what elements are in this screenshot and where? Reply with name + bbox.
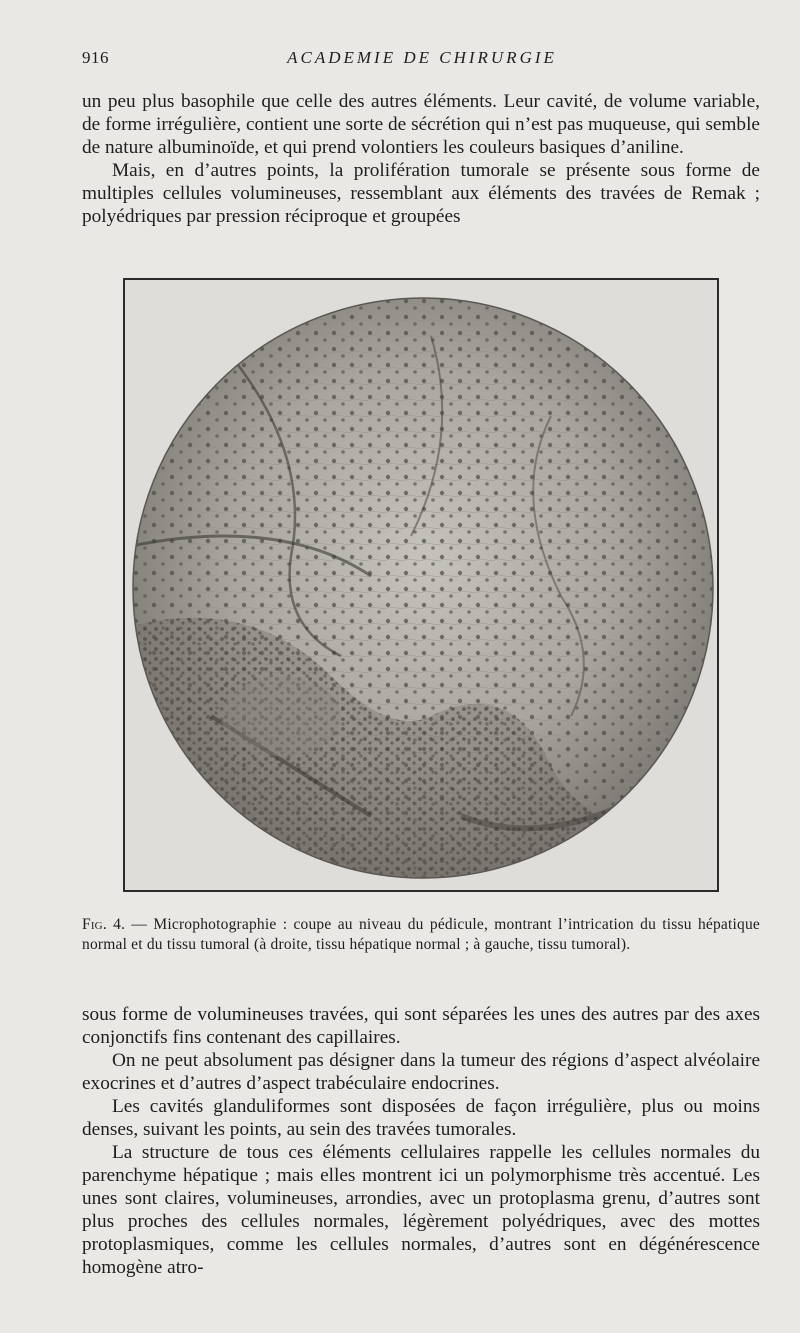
paragraph: un peu plus basophile que celle des autres éléments. Leur cavité, de volume variable, de forme irrégulière, contient une sorte de sécrétion qui n’est pas muqueuse, qui semble de nature albuminoïde, et qui prend volontiers les couleurs basiques d’aniline.	[82, 91, 760, 158]
body-text-top	[82, 90, 760, 228]
figure-caption	[82, 915, 760, 955]
figure-label: Fig. 4.	[82, 916, 126, 933]
paragraph: Mais, en d’autres points, la prolifération tumorale se présente sous forme de multiples cellules volumineuses, ressemblant aux éléments des travées de Remak ; polyédriques par pression réciproque et groupées	[82, 160, 760, 227]
figure-caption-text: — Microphotographie : coupe au niveau du pédicule, montrant l’intrication du tissu hépatique normal et du tissu tumoral (à droite, tissu hépatique normal ; à gauche, tissu tumoral).	[82, 916, 760, 953]
micrograph-image	[131, 296, 715, 880]
figure-4-frame	[123, 278, 719, 892]
paragraph: Les cavités glanduliformes sont disposées de façon irrégulière, plus ou moins denses, suivant les points, au sein des travées tumorales.	[82, 1096, 760, 1140]
running-header	[82, 48, 762, 70]
page-number: 916	[82, 48, 109, 67]
body-text-bottom	[82, 1003, 760, 1279]
paragraph: La structure de tous ces éléments cellulaires rappelle les cellules normales du parenchyme hépatique ; mais elles montrent ici un polymorphisme très accentué. Les unes sont claires, volumineuses, arrondies, avec un protoplasma grenu, d’autres sont plus proches des cellules normales, légèrement polyédriques, avec des mottes protoplasmiques, comme les cellules normales, d’autres sont en dégénérescence homogène atro-	[82, 1142, 760, 1278]
paragraph: On ne peut absolument pas désigner dans la tumeur des régions d’aspect alvéolaire exocrines et d’autres d’aspect trabéculaire endocrines.	[82, 1050, 760, 1094]
paragraph: sous forme de volumineuses travées, qui sont séparées les unes des autres par des axes conjonctifs fins contenant des capillaires.	[82, 1004, 760, 1048]
running-title: ACADEMIE DE CHIRURGIE	[287, 48, 557, 67]
